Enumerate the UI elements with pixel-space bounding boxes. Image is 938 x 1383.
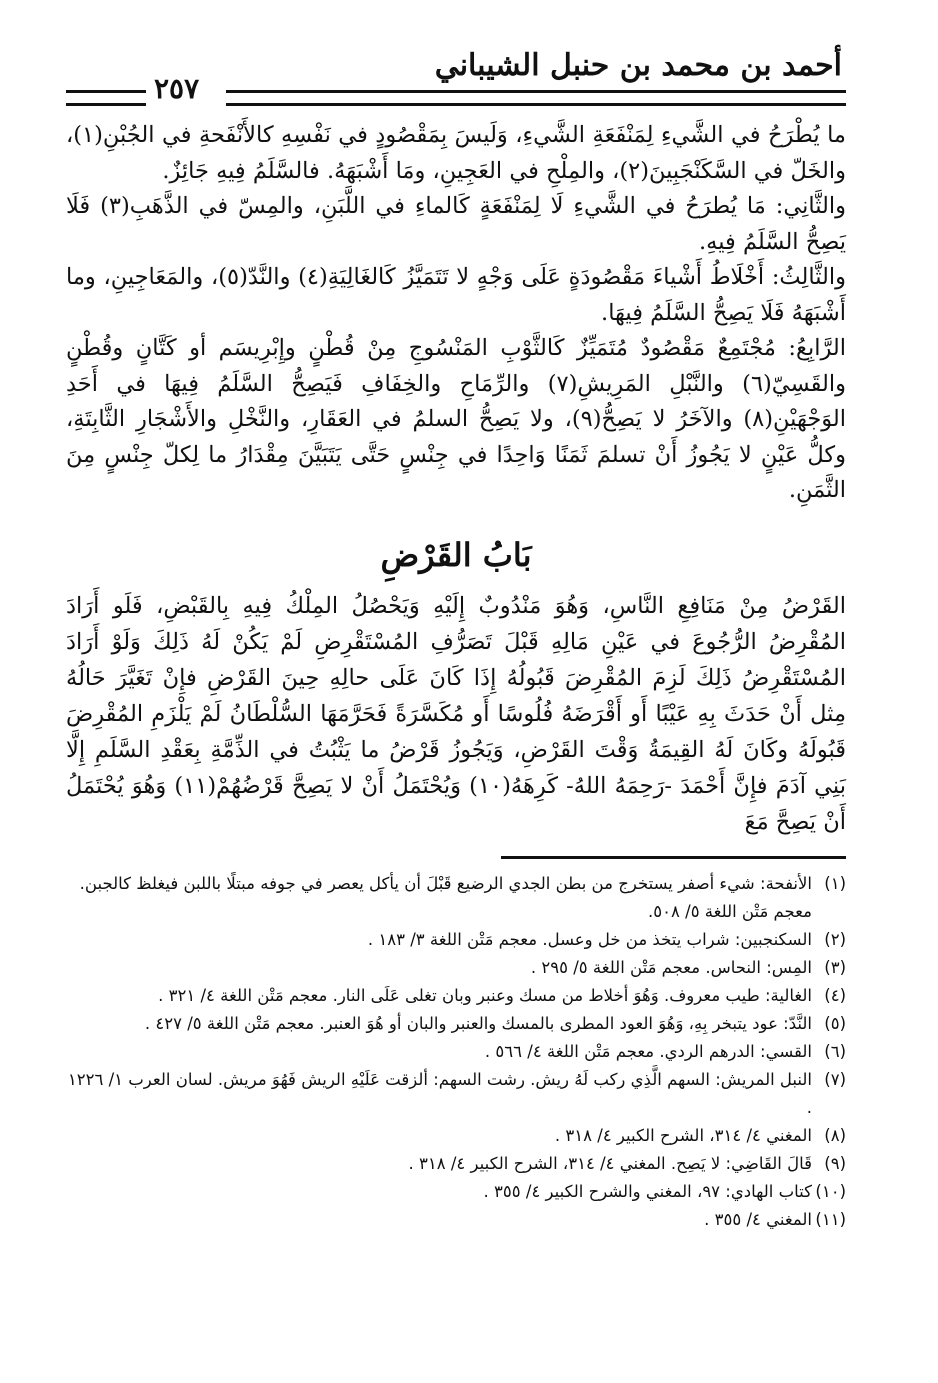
footnote-text: المغني ٤/ ٣١٤، الشرح الكبير ٤/ ٣١٨ .	[554, 1126, 812, 1145]
footnote-item	[66, 1010, 846, 1038]
paragraph-3: والثَّالِثُ: أَخْلَاطُ أَشْياءَ مَقْصُودَةٍ عَلَى وَجْهٍ لا تَتَمَيَّزُ كَالغَالِيَةِ(٤) والنَّدّ(٥)، والمَعَاجِينِ، وما أَشْبَهَهُ فَلَا يَصِحُّ السَّلَمُ فِيهَا.	[66, 264, 846, 326]
footnote-number: (٩)	[824, 1154, 846, 1173]
paragraph-4: الرَّابِعُ: مُجْتَمِعٌ مَقْصُودٌ مُتَمَيِّزٌ كَالثَّوْبِ المَنْسُوجِ مِنْ قُطْنٍ وإِبْرِيسَم أو كَتَّانٍ وقُطْنٍ والقَسِيّ(٦) والنَّبْلِ المَرِيشِ(٧) والرِّمَاحِ والخِفَافِ فَيَصِحُّ السَّلَمُ فِيهَا في أَحَدِ الوَجْهَيْنِ(٨) والآخَرُ لا يَصِحُّ(٩)، ولا يَصِحُّ السلمُ في العَقَارِ، والنَّخْلِ والأَشْجَارِ الثَّابِتَةِ، وكلُّ عَيْنٍ لا يَجُوزُ أَنْ تسلمَ ثَمَنًا وَاحِدًا في جِنْسٍ حَتَّى يَتَبَيَّنَ مِقْدَارُ ما لِكلّ جِنْسٍ مِنَ الثَّمَنِ.	[66, 335, 846, 503]
paragraph-1: ما يُطْرَحُ في الشَّيءِ لِمَنْفَعَةِ الشَّيءِ، وَلَيسَ بِمَقْصُودٍ في نَفْسِهِ كالأَنْفَحةِ في الجُبْنِ(١)، والخَلّ في السَّكَنْجَبِينَ(٢)، والمِلْحِ في العَجِينِ، ومَا أَشْبَهَهُ. فالسَّلَمُ فِيهِ جَائِزٌ.	[66, 122, 846, 184]
main-text	[66, 118, 846, 509]
footnote-text: قَالَ القَاضِي: لا يَصِح. المغني ٤/ ٣١٤، الشرح الكبير ٤/ ٣١٨ .	[408, 1154, 812, 1173]
footnote-number: (٦)	[824, 1042, 846, 1061]
footnote-text: الغالية: طيب معروف. وَهُوَ أخلاط من مسك وعنبر وبان تغلى عَلَى النار. معجم مَتْن اللغة ٤/ ٣٢١ .	[158, 986, 812, 1005]
header-rule-left	[66, 90, 146, 106]
footnote-text: الأنفحة: شيء أصفر يستخرج من بطن الجدي الرضيع قَبْلَ أن يأكل يعصر في جوفه مبتلًا باللبن فيغلظ كالجبن. معجم مَتْن اللغة ٥/ ٥٠٨.	[79, 874, 812, 921]
footnote-number: (٥)	[824, 1014, 846, 1033]
footnotes	[66, 870, 846, 1234]
footnote-text: المِس: النحاس. معجم مَتْن اللغة ٥/ ٢٩٥ .	[530, 958, 812, 977]
footnote-text: السكنجبين: شراب يتخذ من خل وعسل. معجم مَتْن اللغة ٣/ ١٨٣ .	[367, 930, 812, 949]
footnote-item	[66, 1038, 846, 1066]
footnote-item	[66, 926, 846, 954]
footnote-item	[66, 870, 846, 926]
footnote-separator	[501, 856, 846, 859]
footnote-number: (٢)	[824, 930, 846, 949]
chapter-text	[66, 588, 846, 840]
running-title: أحمد بن محمد بن حنبل الشيباني	[434, 48, 842, 83]
chapter-title: بَابُ القَرْضِ	[380, 536, 532, 574]
footnote-number: (١)	[824, 874, 846, 893]
footnote-item	[66, 982, 846, 1010]
page-header	[66, 42, 846, 105]
footnote-text: النبل المريش: السهم الَّذِي ركب لَهُ ريش. رشت السهم: ألزقت عَلَيْهِ الريش فَهُوَ مريش. لسان العرب ١/ ١٢٢٦ .	[67, 1070, 812, 1117]
footnote-number: (٤)	[824, 986, 846, 1005]
page-number: ٢٥٧	[154, 72, 200, 105]
footnote-number: (٨)	[824, 1126, 846, 1145]
footnote-number: (١١)	[815, 1210, 846, 1229]
footnote-item	[66, 954, 846, 982]
chapter-paragraph-1: القَرْضُ مِنْ مَنَافِعِ النَّاسِ، وَهُوَ مَنْدُوبٌ إِلَيْهِ وَيَحْصُلُ المِلْكُ فِيهِ بِالقَبْضِ، فَلَو أَرَادَ المُقْرِضُ الرُّجُوعَ في عَيْنِ مَالِهِ قَبْلَ تَصَرُّفِ المُسْتَقْرِضِ لَمْ يَكُنْ لَهُ ذَلِكَ وَلَوْ أَرَادَ المُسْتَقْرِضُ ذَلِكَ لَزِمَ المُقْرِضَ قَبُولُهُ إِذَا كَانَ عَلَى حالِهِ حِينَ القَرْضِ فإِنْ تَغَيَّرَ حَالُهُ مِثل أَنْ حَدَثَ بِهِ عَيْبًا أَو أَقْرَضَهُ فُلُوسًا أَو مُكَسَّرَةً فَحَرَّمَهَا السُّلْطَانُ لَمْ يَلْزَمِ المُقْرِضَ قَبُولَهُ وكَانَ لَهُ القِيمَةُ وَقْتَ القَرْضِ، وَيَجُوزُ قَرْضُ ما يَثْبُتُ في الذِّمَّةِ بِعَقْدِ السَّلَمِ إِلَّا بَنِي آدَمَ فإِنَّ أَحْمَدَ -رَحِمَهُ اللهُ- كَرِهَهُ(١٠) وَيُحْتَمَلُ أَنْ لا يَصِحَّ قَرْضُهُمْ(١١) وَهُوَ يُحْتَمَلُ أَنْ يَصِحَّ مَعَ	[66, 593, 846, 835]
footnote-number: (٧)	[824, 1070, 846, 1089]
footnote-number: (٣)	[824, 958, 846, 977]
footnote-text: المغني ٤/ ٣٥٥ .	[704, 1210, 812, 1229]
paragraph-2: والثَّانِي: مَا يُطرَحُ في الشَّيءِ لَا لِمَنْفَعَةٍ كَالماءِ في اللَّبَنِ، والمِسّ في الذَّهَبِ(٣) فَلَا يَصِحُّ السَّلَمُ فِيهِ.	[66, 193, 846, 255]
footnote-text: كتاب الهادي: ٩٧، المغني والشرح الكبير ٤/ ٣٥٥ .	[483, 1182, 812, 1201]
footnote-item	[66, 1178, 846, 1206]
header-rule	[226, 90, 846, 106]
footnote-item	[66, 1206, 846, 1234]
footnote-text: القسي: الدرهم الردي. معجم مَتْن اللغة ٤/ ٥٦٦ .	[484, 1042, 812, 1061]
footnote-text: النَّدّ: عود يتبخر بِهِ، وَهُوَ العود المطرى بالمسك والعنبر والبان أو هُوَ العنبر. معجم مَتْن اللغة ٥/ ٤٢٧ .	[144, 1014, 812, 1033]
footnote-item	[66, 1122, 846, 1150]
footnote-item	[66, 1150, 846, 1178]
footnote-number: (١٠)	[815, 1182, 846, 1201]
footnote-item	[66, 1066, 846, 1122]
